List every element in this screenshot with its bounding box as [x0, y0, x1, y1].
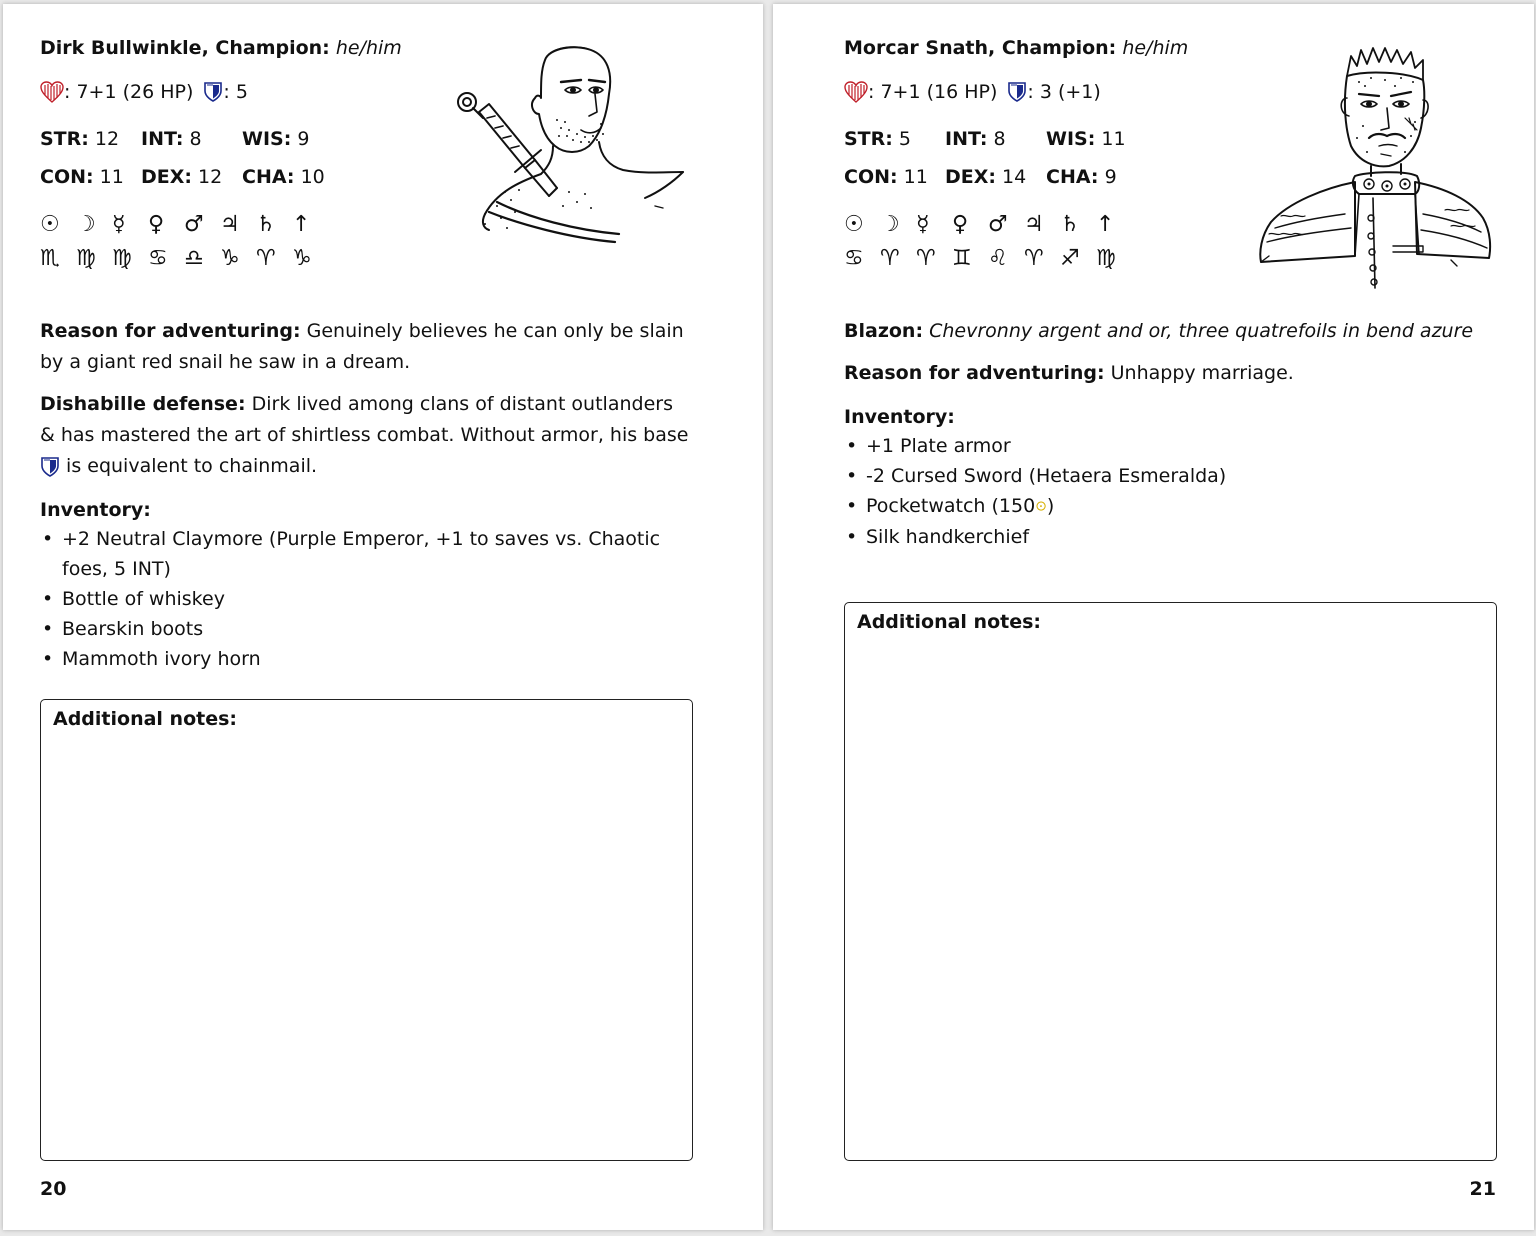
- blazon-text: Chevronny argent and or, three quatrefoils in bend azure: [929, 320, 1474, 342]
- coin-icon: ⊙: [1035, 498, 1047, 515]
- sign-glyph: ♍: [76, 246, 96, 271]
- planet-glyph: ♃: [1024, 212, 1044, 237]
- additional-notes-box: [40, 699, 693, 1161]
- page-number: 20: [40, 1178, 67, 1200]
- stat-wis: WIS: 11: [1046, 128, 1126, 150]
- list-item: • Bottle of whiskey: [40, 584, 695, 614]
- shield-icon: [40, 456, 60, 478]
- heart-icon: [844, 81, 868, 103]
- hp-value: : 7+1 (16 HP): [868, 81, 998, 103]
- character-pronouns: he/him: [1122, 37, 1189, 59]
- reason-text: Genuinely believes he can only be slain by a giant red snail he saw in a dream.: [40, 320, 684, 373]
- planet-glyph: ↑: [1096, 212, 1115, 237]
- blazon-label: Blazon:: [844, 320, 924, 342]
- sign-glyph: ♐: [1060, 246, 1080, 271]
- sign-glyph: ♍: [1096, 246, 1116, 271]
- portrait-dirk: [449, 42, 689, 254]
- sign-glyph: ♈: [1024, 246, 1044, 271]
- hp-value: : 7+1 (26 HP): [64, 81, 194, 103]
- inventory-heading: Inventory:: [40, 499, 151, 521]
- ac-value: : 3 (+1): [1027, 81, 1101, 103]
- stat-cha: CHA: 9: [1046, 166, 1117, 188]
- sign-glyph: ♏: [40, 246, 60, 271]
- stat-str: STR: 12: [40, 128, 120, 150]
- inventory-list: [844, 431, 1499, 552]
- page-number: 21: [1469, 1178, 1496, 1200]
- planet-glyph: ♂: [184, 212, 204, 237]
- planet-glyph: ♀: [952, 212, 969, 237]
- planet-glyph: ♀: [148, 212, 165, 237]
- sign-glyph: ♈: [880, 246, 900, 271]
- sign-glyph: ♍: [112, 246, 132, 271]
- heart-icon: [40, 81, 64, 103]
- sign-glyph: ♈: [256, 246, 276, 271]
- stat-wis: WIS: 9: [242, 128, 310, 150]
- defense-label: Dishabille defense:: [40, 393, 246, 415]
- notes-label: Additional notes:: [857, 611, 1041, 633]
- planet-glyph: ☿: [112, 212, 126, 237]
- reason-paragraph: [40, 316, 690, 378]
- reason-label: Reason for adventuring:: [40, 320, 301, 342]
- sign-glyph: ♌: [988, 246, 1008, 271]
- character-pronouns: he/him: [335, 37, 402, 59]
- planet-glyph: ☉: [844, 212, 864, 237]
- character-name: Dirk Bullwinkle, Champion:: [40, 37, 330, 59]
- reason-label: Reason for adventuring:: [844, 362, 1105, 384]
- stat-dex: DEX: 14: [945, 166, 1027, 188]
- sign-glyph: ♊: [952, 246, 972, 271]
- ac-value: : 5: [223, 81, 248, 103]
- notes-label: Additional notes:: [53, 708, 237, 730]
- planet-glyph: ♂: [988, 212, 1008, 237]
- stat-con: CON: 11: [40, 166, 124, 188]
- additional-notes-box: [844, 602, 1497, 1161]
- list-item: • Silk handkerchief: [844, 522, 1499, 552]
- sign-glyph: ♑: [292, 246, 312, 271]
- list-item: • +2 Neutral Claymore (Purple Emperor, +1 to saves vs. Chaotic foes, 5 INT): [40, 524, 695, 584]
- list-item: • +1 Plate armor: [844, 431, 1499, 461]
- shield-icon: [1007, 81, 1027, 103]
- stat-str: STR: 5: [844, 128, 912, 150]
- stat-cha: CHA: 10: [242, 166, 325, 188]
- planet-glyph: ♄: [256, 212, 276, 237]
- sign-glyph: ♈: [916, 246, 936, 271]
- page-right: [773, 4, 1534, 1230]
- page-left: [3, 4, 763, 1230]
- list-item: • -2 Cursed Sword (Hetaera Esmeralda): [844, 461, 1499, 491]
- inventory-list: [40, 524, 695, 674]
- planet-glyph: ☿: [916, 212, 930, 237]
- stat-dex: DEX: 12: [141, 166, 223, 188]
- reason-text: Unhappy marriage.: [1110, 362, 1294, 384]
- sign-glyph: ♋: [148, 246, 168, 271]
- defense-text: Dirk lived among clans of distant outlanders & has mastered the art of shirtless combat. Without armor, his base: [40, 393, 689, 446]
- sign-glyph: ♋: [844, 246, 864, 271]
- portrait-morcar: [1255, 42, 1495, 304]
- list-item: • Mammoth ivory horn: [40, 644, 695, 674]
- planet-glyph: ☽: [76, 212, 96, 237]
- planet-glyph: ♄: [1060, 212, 1080, 237]
- sign-glyph: ♑: [220, 246, 240, 271]
- inventory-heading: Inventory:: [844, 406, 955, 428]
- blazon-paragraph: [844, 316, 1494, 347]
- planet-glyph: ↑: [292, 212, 311, 237]
- sign-glyph: ♎: [184, 246, 204, 271]
- stat-int: INT: 8: [141, 128, 202, 150]
- stat-int: INT: 8: [945, 128, 1006, 150]
- defense-text-end: is equivalent to chainmail.: [66, 455, 318, 477]
- stat-con: CON: 11: [844, 166, 928, 188]
- list-item: • Bearskin boots: [40, 614, 695, 644]
- planet-glyph: ☽: [880, 212, 900, 237]
- shield-icon: [203, 81, 223, 103]
- character-name: Morcar Snath, Champion:: [844, 37, 1117, 59]
- defense-paragraph: [40, 389, 690, 482]
- reason-paragraph: [844, 358, 1494, 389]
- planet-glyph: ☉: [40, 212, 60, 237]
- planet-glyph: ♃: [220, 212, 240, 237]
- list-item: • Pocketwatch (150⊙): [844, 491, 1499, 522]
